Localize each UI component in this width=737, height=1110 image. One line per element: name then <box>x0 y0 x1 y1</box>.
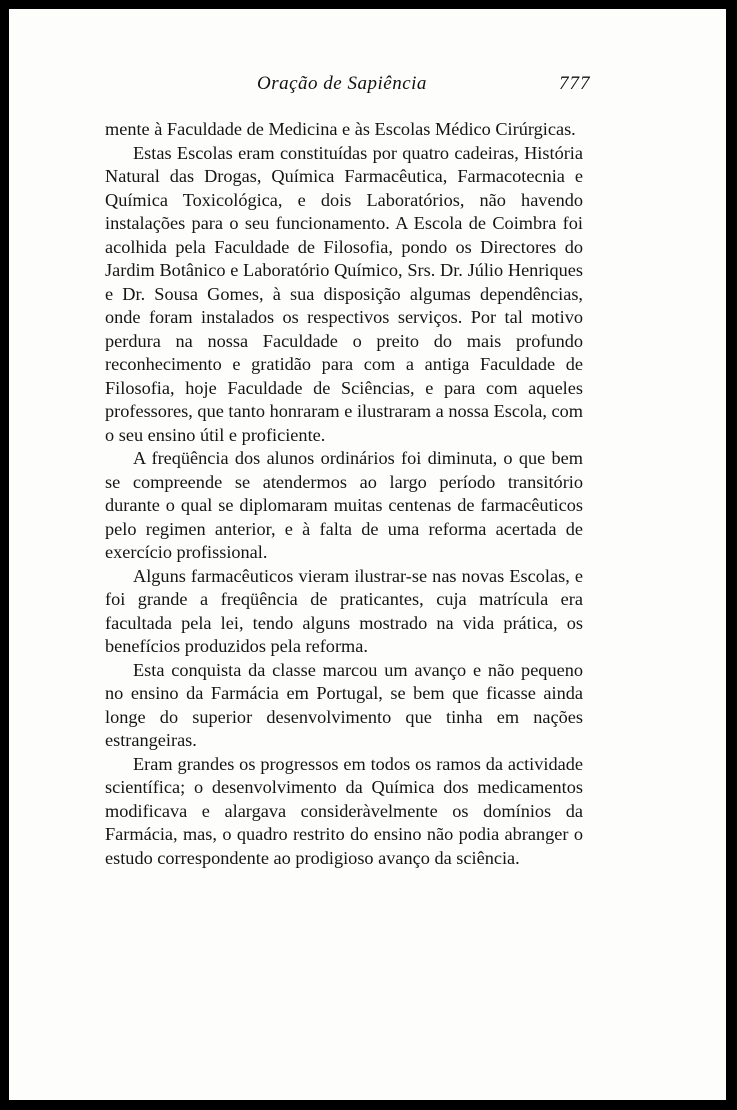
paragraph: Eram grandes os progressos em todos os ramos da actividade scientífica; o desenvolvimento da Química dos medicamentos modificava e alargava consideràvelmente os domínios da Farmácia, mas, o quadro restrito do ensino não podia abranger o estudo correspondente ao prodigioso avanço da sciência. <box>105 753 583 868</box>
body-text <box>105 118 583 870</box>
running-title: Oração de Sapiência <box>257 73 427 94</box>
paragraph: Esta conquista da classe marcou um avanço e não pequeno no ensino da Farmácia em Portugal, se bem que ficasse ainda longe do superior desenvolvimento que tinha em nações estrangeiras. <box>105 659 583 750</box>
page-header <box>9 73 726 99</box>
paragraph: Alguns farmacêuticos vieram ilustrar-se nas novas Escolas, e foi grande a freqüência de praticantes, cuja matrícula era facultada pela lei, tendo alguns mostrado na vida prática, os benefícios produzidos pela reforma. <box>105 565 583 656</box>
paragraph: A freqüência dos alunos ordinários foi diminuta, o que bem se compreende se atendermos ao largo período transitório durante o qual se diplomaram muitas centenas de farmacêuticos pelo regimen anterior, e à falta de uma reforma acertada de exercício profissional. <box>105 448 583 562</box>
book-page <box>9 9 726 1100</box>
paragraph-continuation: mente à Faculdade de Medicina e às Escolas Médico Cirúrgicas. <box>105 119 576 139</box>
paragraph: Estas Escolas eram constituídas por quatro cadeiras, História Natural das Drogas, Química Farmacêutica, Farmacotecnia e Química Toxicológica, e dois Laboratórios, não havendo instalações para o seu funcionamento. A Escola de Coimbra foi acolhida pela Faculdade de Filosofia, pondo os Directores do Jardim Botânico e Laboratório Químico, Srs. Dr. Júlio Henriques e Dr. Sousa Gomes, à sua disposição algumas dependências, onde foram instalados os respectivos serviços. Por tal motivo perdura na nossa Faculdade o preito do mais profundo reconhecimento e gratidão para com a antiga Faculdade de Filosofia, hoje Faculdade de Sciências, e para com aqueles professores, que tanto honraram e ilustraram a nossa Escola, com o seu ensino útil e proficiente. <box>105 142 583 445</box>
page-number: 777 <box>559 73 591 94</box>
